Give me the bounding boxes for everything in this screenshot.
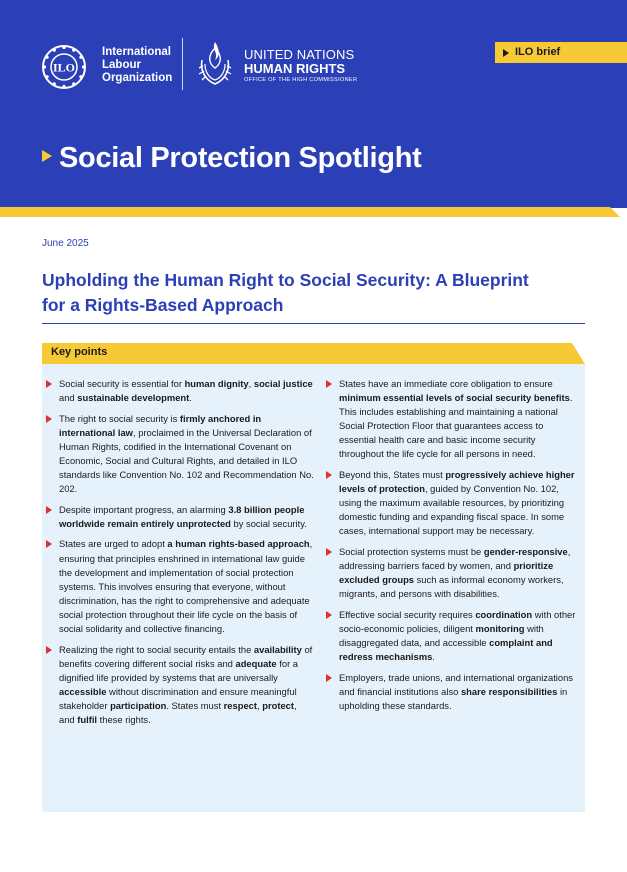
red-arrow-bullet-icon bbox=[326, 611, 332, 619]
emphasis-text: human dignity bbox=[184, 378, 249, 389]
un-human-rights-flame-icon bbox=[195, 38, 235, 88]
ilo-logo-icon bbox=[41, 44, 87, 90]
emphasis-text: monitoring bbox=[475, 623, 525, 634]
un-line-1: UNITED NATIONS bbox=[244, 47, 355, 62]
key-point-item: States are urged to adopt a human rights-based approach, ensuring that principles enshrined in international law guide the development and implementation of social protection systems. This involves ensuring that everyone, without discrimination, has the right to comprehensive and adequate social protection throughout their life cycle on the basis of social solidarity and collective financing. bbox=[44, 537, 314, 636]
publication-date: June 2025 bbox=[42, 238, 89, 249]
key-point-item: The right to social security is firmly anchored in international law, proclaimed in the Universal Declaration of Human Rights, codified in the International Covenant on Economic, Social and Cultural Rights, and detailed in ILO standards like Convention No. 102 and Recommendation No. 202. bbox=[44, 412, 314, 497]
key-points-right-column bbox=[324, 377, 576, 720]
triangle-bullet-icon bbox=[42, 150, 52, 162]
emphasis-text: share responsibilities bbox=[460, 685, 558, 697]
key-point-item: Beyond this, States must progressively achieve higher levels of protection, guided by Convention No. 102, using the maximum available resources, by prioritizing domestic funding and expanding fiscal space. In some cases, international support may be necessary. bbox=[324, 468, 576, 538]
page-title: Upholding the Human Right to Social Security: A Blueprint for a Rights-Based Approach bbox=[42, 270, 529, 315]
emphasis-text: respect bbox=[223, 699, 258, 711]
emphasis-text: firmly anchored in international law bbox=[59, 412, 262, 438]
emphasis-text: fulfil bbox=[77, 714, 98, 726]
ilo-brief-label: ILO brief bbox=[515, 46, 561, 58]
series-title-text: Social Protection Spotlight bbox=[59, 142, 422, 174]
red-arrow-bullet-icon bbox=[46, 415, 52, 423]
key-points-left-column bbox=[44, 377, 314, 734]
emphasis-text: availability bbox=[253, 643, 302, 655]
emphasis-text: gender-responsive bbox=[483, 546, 568, 558]
ilo-name-line: Organization bbox=[102, 72, 173, 84]
logo-divider bbox=[182, 38, 183, 90]
emphasis-text: progressively achieve higher levels of protection bbox=[339, 469, 575, 495]
red-arrow-bullet-icon bbox=[46, 540, 52, 548]
ilo-name-line: Labour bbox=[102, 59, 141, 71]
red-arrow-bullet-icon bbox=[326, 548, 332, 556]
red-arrow-bullet-icon bbox=[326, 380, 332, 388]
red-arrow-bullet-icon bbox=[326, 471, 332, 479]
emphasis-text: complaint and redress mechanisms bbox=[339, 637, 553, 663]
key-point-item: States have an immediate core obligation to ensure minimum essential levels of social security benefits. This includes establishing and maintaining a national Social Protection Floor that guarantees access to essential health care and basic income security throughout the life cycle for all persons in need. bbox=[324, 377, 576, 462]
key-point-item: Employers, trade unions, and international organizations and financial institutions also share responsibilities in upholding these standards. bbox=[324, 671, 576, 713]
un-line-2: HUMAN RIGHTS bbox=[244, 61, 346, 76]
red-arrow-bullet-icon bbox=[326, 674, 332, 682]
key-point-item: Social security is essential for human dignity, social justice and sustainable development. bbox=[44, 377, 314, 405]
key-point-item: Social protection systems must be gender-responsive, addressing barriers faced by women, and prioritize excluded groups such as informal economy workers, migrants, and persons with disabilities. bbox=[324, 545, 576, 601]
header-accent-stripe bbox=[0, 207, 627, 217]
svg-text:ILO: ILO bbox=[52, 60, 76, 75]
key-point-item: Realizing the right to social security entails the availability of benefits covering different social risks and adequate for a dignified life provided by systems that are universally accessible without discrimination and ensure meaningful stakeholder participation. States must respect, protect, and fulfil these rights. bbox=[44, 643, 314, 728]
un-human-rights-wordmark bbox=[244, 48, 357, 84]
red-arrow-bullet-icon bbox=[46, 646, 52, 654]
header-banner bbox=[0, 0, 627, 208]
emphasis-text: accessible bbox=[59, 685, 107, 697]
key-point-item: Despite important progress, an alarming 3.8 billion people worldwide remain entirely unprotected by social security. bbox=[44, 503, 314, 531]
emphasis-text: protect bbox=[262, 699, 295, 711]
un-line-3: OFFICE OF THE HIGH COMMISSIONER bbox=[244, 77, 358, 83]
emphasis-text: minimum essential levels of social security benefits bbox=[339, 392, 570, 404]
emphasis-text: social justice bbox=[253, 378, 313, 389]
ilo-name bbox=[102, 46, 172, 85]
emphasis-text: coordination bbox=[475, 608, 533, 620]
triangle-bullet-icon bbox=[503, 49, 509, 57]
ilo-name-line: International bbox=[102, 46, 172, 58]
ilo-brief-tag bbox=[495, 42, 627, 63]
key-points-header-bar bbox=[42, 343, 585, 364]
red-arrow-bullet-icon bbox=[46, 380, 52, 388]
emphasis-text: adequate bbox=[235, 657, 277, 669]
emphasis-text: a human rights-based approach bbox=[167, 538, 310, 550]
emphasis-text: participation bbox=[110, 699, 167, 711]
emphasis-text: 3.8 billion people worldwide remain entirely unprotected bbox=[59, 503, 305, 529]
red-arrow-bullet-icon bbox=[46, 506, 52, 514]
series-title bbox=[42, 142, 421, 175]
emphasis-text: sustainable development bbox=[77, 392, 190, 404]
title-divider bbox=[42, 323, 585, 324]
key-points-label: Key points bbox=[51, 346, 108, 358]
key-point-item: Effective social security requires coordination with other socio-economic policies, diligent monitoring with disaggregated data, and accessible complaint and redress mechanisms. bbox=[324, 608, 576, 664]
emphasis-text: prioritize excluded groups bbox=[339, 560, 554, 586]
